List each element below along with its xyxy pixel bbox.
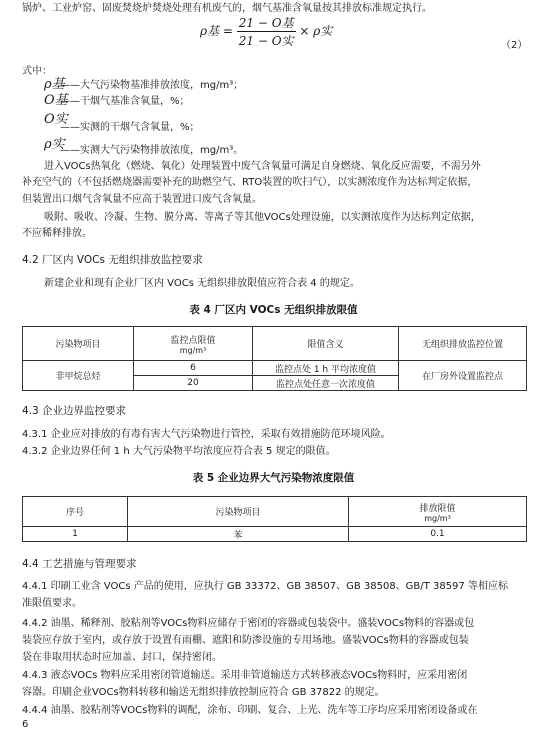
table4-cell-value2: 20: [134, 376, 253, 391]
table5-caption: 表 5 企业边界大气污染物浓度限值: [192, 472, 355, 484]
table5-header-pollutant: 污染物项目: [128, 497, 349, 527]
symbol-o-measured-desc: ——实测的干烟气含氧量，%；: [60, 122, 200, 133]
para2-line2: 不应稀释排放。: [22, 228, 92, 239]
section-4-3-heading: 4.3 企业边界监控要求: [22, 405, 127, 417]
table4-caption: 表 4 厂区内 VOCs 无组织排放限值: [189, 304, 358, 316]
table5-header-limit-unit: mg/m³: [424, 513, 451, 523]
symbol-rho-base-desc: ——大气污染物基准排放浓度，mg/m³；: [60, 80, 244, 91]
table4-header-limit-label: 监控点限值: [170, 335, 216, 346]
formula-denominator: 21 − O实: [238, 34, 294, 48]
baseline-formula: [200, 14, 332, 49]
section-4-2-text: 新建企业和现有企业厂区内 VOCs 无组织排放限值应符合表 4 的规定。: [44, 278, 360, 289]
page-number: 6: [22, 719, 29, 730]
section-4-3-1: 4.3.1 企业应对排放的有毒有害大气污染物进行管控，采取有效措施防范环境风险。: [22, 429, 391, 440]
table4-header-limit: [134, 327, 253, 361]
table5-cell-pollutant: 苯: [128, 527, 349, 542]
where-label: 式中：: [22, 66, 52, 77]
symbol-rho-base: ρ基: [44, 77, 65, 92]
table4-cell-meaning2: 监控点处任意一次浓度值: [253, 376, 399, 391]
table5-header-limit: [349, 497, 527, 527]
para1-line3: 但装置出口烟气含氧量不应高于装置进口废气含氧量。: [22, 194, 262, 205]
equation-number: （2）: [501, 40, 528, 51]
intro-line: 锅炉、工业炉窑、固废焚烧炉焚烧处理有机废气的，烟气基准含氧量按其排放标准规定执行。: [22, 3, 432, 14]
p441-line1: 4.4.1 印刷工业含 VOCs 产品的使用，应执行 GB 33372、GB 38507、GB 38508、GB/T 38597 等相应标: [22, 581, 508, 592]
table4-header-limit-unit: mg/m³: [179, 345, 207, 355]
para2-line1: 吸附、吸收、冷凝、生物、膜分离、等离子等其他VOCs处理设施，以实测浓度作为达标判定依据，: [44, 212, 481, 223]
table4-cell-location: 在厂房外设置监控点: [399, 361, 527, 391]
formula-rhs: × ρ实: [299, 24, 333, 38]
p442-line3: 袋在非取用状态时应加盖、封口，保持密闭。: [22, 652, 222, 663]
formula-numerator: 21 − O基: [238, 16, 294, 30]
table4-header-meaning: 限值含义: [253, 327, 399, 361]
table4-cell-pollutant: 非甲烷总烃: [23, 361, 134, 391]
table4-header-pollutant: 污染物项目: [23, 327, 134, 361]
table-row: [23, 527, 527, 542]
symbol-rho-measured-desc: ——实测大气污染物排放浓度，mg/m³。: [60, 145, 244, 156]
p443-line2: 容器。印刷企业VOCs物料转移和输送无组织排放控制应符合 GB 37822 的规定。: [22, 687, 385, 698]
p442-line1: 4.4.2 油墨、稀释剂、胶粘剂等VOCs物料应储存于密闭的容器或包装袋中。盛装VOCs物料的容器或包: [22, 618, 475, 629]
table-row: [23, 361, 527, 376]
table5-cell-no: 1: [23, 527, 128, 542]
symbol-o-measured: O实: [44, 112, 68, 127]
table4-header-location: 无组织排放监控位置: [399, 327, 527, 361]
para1-line2: 补充空气的（不包括燃烧器需要补充的助燃空气、RTO装置的吹扫气），以实测浓度作为达标判定依据，: [22, 177, 478, 188]
p444-line1: 4.4.4 油墨、胶粘剂等VOCs物料的调配，涂布、印刷、复合、上光、洗车等工序均应采用密闭设备或在: [22, 705, 478, 716]
p441-line2: 准限值要求。: [22, 598, 82, 609]
symbol-o-base: O基: [44, 93, 68, 108]
table4-cell-value1: 6: [134, 361, 253, 376]
table5: [22, 496, 527, 542]
section-4-4-heading: 4.4 工艺措施与管理要求: [22, 558, 137, 570]
p442-line2: 装袋应存放于室内，或存放于设置有雨棚、遮阳和防渗设施的专用场地。盛装VOCs物料的容器或包装: [22, 635, 469, 646]
table5-header-limit-label: 排放限值: [419, 503, 456, 514]
p443-line1: 4.4.3 液态VOCs 物料应采用密闭管道输送。采用非管道输送方式转移液态VOCs物料时，应采用密闭: [22, 670, 468, 681]
symbol-rho-measured: ρ实: [44, 137, 65, 152]
table4-cell-meaning1: 监控点处 1 h 平均浓度值: [253, 361, 399, 376]
section-4-3-2: 4.3.2 企业边界任何 1 h 大气污染物平均浓度应符合表 5 规定的限值。: [22, 446, 336, 457]
section-4-2-heading: 4.2 厂区内 VOCs 无组织排放监控要求: [22, 254, 203, 266]
formula-lhs: ρ基 =: [200, 24, 233, 38]
table4: [22, 326, 527, 391]
para1-line1: 进入VOCs热氧化（燃烧、氧化）处理装置中废气含氧量可满足自身燃烧、氧化反应需要，不需另外: [44, 161, 481, 172]
table5-cell-limit: 0.1: [349, 527, 527, 542]
table5-header-no: 序号: [23, 497, 128, 527]
formula-fraction: [237, 14, 296, 49]
symbol-o-base-desc: ——干烟气基准含氧量，%；: [60, 96, 190, 107]
